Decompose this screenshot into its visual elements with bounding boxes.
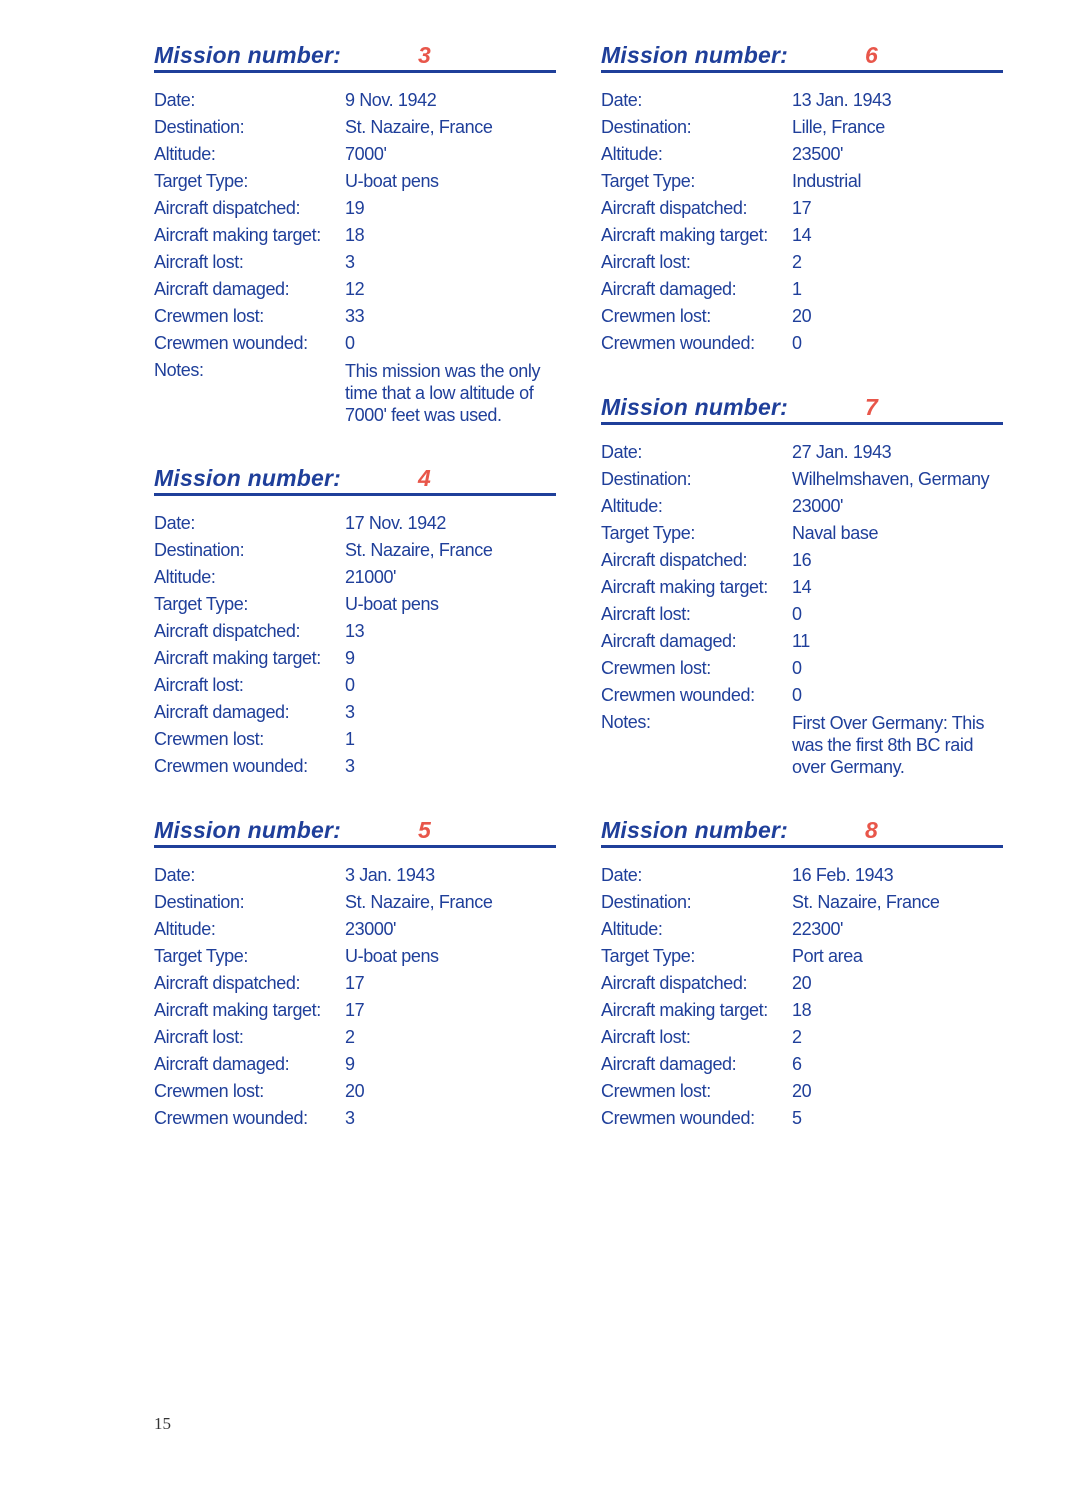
detail-label: Altitude:: [601, 919, 663, 939]
detail-value: 13 Jan. 1943: [792, 90, 892, 110]
detail-label: Aircraft lost:: [601, 252, 691, 272]
detail-label: Target Type:: [154, 946, 248, 966]
detail-label: Aircraft dispatched:: [601, 550, 748, 570]
detail-label: Altitude:: [154, 144, 216, 164]
detail-value: 18: [792, 1000, 812, 1020]
detail-value: St. Nazaire, France: [345, 892, 493, 912]
detail-value: 9 Nov. 1942: [345, 90, 437, 110]
detail-label: Crewmen wounded:: [154, 756, 308, 776]
detail-label: Aircraft lost:: [601, 604, 691, 624]
detail-value: 2: [792, 1027, 802, 1047]
detail-row-aircraft-damaged: [601, 276, 1003, 303]
detail-value: 23500': [792, 144, 844, 164]
detail-value: 16: [792, 550, 812, 570]
detail-row-aircraft-lost: [601, 1024, 1003, 1051]
detail-row-destination: [601, 114, 1003, 141]
mission-header: [601, 815, 1003, 848]
detail-row-date: [154, 510, 556, 537]
detail-value: 3: [345, 756, 355, 776]
detail-row-crewmen-lost: [154, 303, 556, 330]
detail-row-destination: [154, 537, 556, 564]
detail-row-crewmen-wounded: [601, 682, 1003, 709]
detail-label: Aircraft lost:: [154, 252, 244, 272]
detail-row-crewmen-wounded: [154, 1105, 556, 1132]
detail-label: Target Type:: [601, 946, 695, 966]
detail-row-aircraft-damaged: [154, 276, 556, 303]
detail-value: 21000': [345, 567, 397, 587]
detail-label: Date:: [154, 865, 196, 885]
detail-value: 9: [345, 1054, 355, 1074]
detail-label: Aircraft making target:: [154, 225, 321, 245]
detail-row-aircraft-damaged: [601, 1051, 1003, 1078]
mission-details: [601, 439, 1003, 778]
detail-row-aircraft-making-target: [601, 222, 1003, 249]
detail-row-aircraft-dispatched: [601, 547, 1003, 574]
detail-value: 0: [345, 333, 355, 353]
detail-row-aircraft-lost: [154, 249, 556, 276]
mission-block-5: [154, 815, 556, 1132]
detail-value: 17: [345, 1000, 365, 1020]
detail-label: Aircraft damaged:: [601, 279, 737, 299]
detail-label: Aircraft dispatched:: [601, 198, 748, 218]
mission-details: [601, 862, 1003, 1132]
mission-number: 4: [418, 465, 431, 491]
mission-details: [154, 510, 556, 780]
detail-value: U-boat pens: [345, 171, 439, 191]
detail-label: Destination:: [601, 469, 692, 489]
detail-row-aircraft-dispatched: [154, 618, 556, 645]
detail-row-altitude: [154, 564, 556, 591]
detail-label: Aircraft lost:: [154, 675, 244, 695]
detail-value: 27 Jan. 1943: [792, 442, 892, 462]
detail-label: Crewmen wounded:: [601, 333, 755, 353]
detail-row-destination: [601, 466, 1003, 493]
detail-label: Destination:: [154, 117, 245, 137]
detail-value: Industrial: [792, 171, 862, 191]
detail-value: 14: [792, 577, 812, 597]
mission-block-7: [601, 392, 1003, 778]
mission-label: Mission number:: [601, 42, 789, 68]
detail-row-target-type: [601, 168, 1003, 195]
detail-row-destination: [154, 889, 556, 916]
detail-row-crewmen-lost: [601, 303, 1003, 330]
detail-label: Target Type:: [154, 171, 248, 191]
detail-label: Aircraft lost:: [601, 1027, 691, 1047]
mission-label: Mission number:: [601, 817, 789, 843]
detail-label: Crewmen wounded:: [154, 333, 308, 353]
detail-row-altitude: [601, 141, 1003, 168]
detail-row-notes: [601, 709, 1003, 778]
detail-label: Altitude:: [601, 496, 663, 516]
detail-label: Aircraft making target:: [154, 1000, 321, 1020]
detail-label: Date:: [154, 513, 196, 533]
detail-label: Crewmen wounded:: [601, 685, 755, 705]
mission-block-3: [154, 40, 556, 426]
detail-value: 5: [792, 1108, 802, 1128]
mission-block-8: [601, 815, 1003, 1132]
detail-value: 6: [792, 1054, 802, 1074]
mission-header: [601, 392, 1003, 425]
detail-row-crewmen-wounded: [154, 753, 556, 780]
detail-row-crewmen-lost: [601, 655, 1003, 682]
detail-label: Crewmen lost:: [601, 1081, 711, 1101]
detail-value: Naval base: [792, 523, 879, 543]
detail-row-aircraft-damaged: [154, 1051, 556, 1078]
detail-label: Crewmen wounded:: [601, 1108, 755, 1128]
detail-label: Crewmen wounded:: [154, 1108, 308, 1128]
detail-row-target-type: [154, 168, 556, 195]
detail-row-notes: [154, 357, 556, 426]
detail-value: 20: [792, 1081, 812, 1101]
detail-value: 14: [792, 225, 812, 245]
detail-label: Date:: [154, 90, 196, 110]
detail-value: 3: [345, 252, 355, 272]
detail-label: Destination:: [601, 117, 692, 137]
detail-label: Target Type:: [154, 594, 248, 614]
detail-row-crewmen-wounded: [154, 330, 556, 357]
detail-row-crewmen-wounded: [601, 1105, 1003, 1132]
detail-row-date: [154, 862, 556, 889]
detail-row-destination: [154, 114, 556, 141]
detail-value: 17: [792, 198, 812, 218]
detail-row-target-type: [601, 520, 1003, 547]
detail-value: 1: [345, 729, 355, 749]
detail-label: Aircraft damaged:: [154, 702, 290, 722]
detail-label: Aircraft damaged:: [601, 1054, 737, 1074]
mission-label: Mission number:: [154, 42, 342, 68]
detail-label: Notes:: [601, 712, 651, 732]
mission-header: [601, 40, 1003, 73]
detail-label: Aircraft lost:: [154, 1027, 244, 1047]
detail-value: St. Nazaire, France: [345, 540, 493, 560]
detail-label: Target Type:: [601, 171, 695, 191]
detail-label: Aircraft damaged:: [154, 279, 290, 299]
mission-block-6: [601, 40, 1003, 357]
mission-header: [154, 40, 556, 73]
detail-label: Aircraft making target:: [601, 225, 768, 245]
detail-value: 9: [345, 648, 355, 668]
detail-label: Date:: [601, 442, 643, 462]
detail-value: 13: [345, 621, 365, 641]
detail-value: 18: [345, 225, 365, 245]
detail-row-aircraft-dispatched: [601, 970, 1003, 997]
detail-row-aircraft-making-target: [154, 997, 556, 1024]
detail-value: 3: [345, 702, 355, 722]
notes-text: First Over Germany: This was the first 8th BC raid over Germany.: [792, 713, 985, 777]
detail-label: Notes:: [154, 360, 204, 380]
detail-row-target-type: [154, 943, 556, 970]
detail-row-altitude: [601, 493, 1003, 520]
detail-value: 12: [345, 279, 365, 299]
detail-value: 20: [792, 973, 812, 993]
detail-row-aircraft-lost: [601, 249, 1003, 276]
mission-header: [154, 463, 556, 496]
mission-details: [154, 87, 556, 426]
detail-label: Aircraft dispatched:: [601, 973, 748, 993]
detail-value: 2: [345, 1027, 355, 1047]
detail-value: 16 Feb. 1943: [792, 865, 894, 885]
detail-row-destination: [601, 889, 1003, 916]
mission-number: 7: [865, 394, 878, 420]
detail-row-date: [601, 87, 1003, 114]
detail-row-date: [601, 439, 1003, 466]
page-number: 15: [154, 1414, 171, 1433]
detail-row-target-type: [601, 943, 1003, 970]
mission-header: [154, 815, 556, 848]
detail-row-aircraft-damaged: [154, 699, 556, 726]
detail-value: 20: [792, 306, 812, 326]
detail-value: Lille, France: [792, 117, 885, 137]
detail-label: Aircraft making target:: [601, 577, 768, 597]
detail-value: 0: [792, 604, 802, 624]
detail-value: 0: [345, 675, 355, 695]
mission-number: 6: [865, 42, 878, 68]
detail-row-target-type: [154, 591, 556, 618]
detail-value: 33: [345, 306, 365, 326]
detail-row-crewmen-lost: [154, 1078, 556, 1105]
detail-row-date: [154, 87, 556, 114]
detail-value: 7000': [345, 144, 387, 164]
detail-value: 0: [792, 685, 802, 705]
detail-row-aircraft-making-target: [601, 997, 1003, 1024]
detail-label: Destination:: [154, 892, 245, 912]
detail-label: Aircraft dispatched:: [154, 973, 301, 993]
detail-value: 0: [792, 658, 802, 678]
detail-label: Date:: [601, 865, 643, 885]
detail-label: Date:: [601, 90, 643, 110]
detail-label: Aircraft making target:: [154, 648, 321, 668]
notes-text: This mission was the only time that a low altitude of 7000' feet was used.: [345, 361, 541, 425]
detail-row-altitude: [154, 916, 556, 943]
mission-block-4: [154, 463, 556, 780]
detail-value: 20: [345, 1081, 365, 1101]
detail-value: 11: [792, 631, 810, 651]
detail-label: Target Type:: [601, 523, 695, 543]
detail-row-crewmen-lost: [154, 726, 556, 753]
detail-value: St. Nazaire, France: [345, 117, 493, 137]
mission-number: 5: [418, 817, 431, 843]
detail-row-aircraft-making-target: [154, 222, 556, 249]
detail-label: Aircraft dispatched:: [154, 621, 301, 641]
detail-label: Aircraft dispatched:: [154, 198, 301, 218]
detail-value: 19: [345, 198, 365, 218]
detail-value: Port area: [792, 946, 863, 966]
detail-value: 22300': [792, 919, 844, 939]
mission-label: Mission number:: [154, 817, 342, 843]
detail-value: 3 Jan. 1943: [345, 865, 435, 885]
mission-details: [154, 862, 556, 1132]
detail-row-aircraft-damaged: [601, 628, 1003, 655]
detail-value: U-boat pens: [345, 946, 439, 966]
detail-row-aircraft-making-target: [154, 645, 556, 672]
detail-value: 3: [345, 1108, 355, 1128]
detail-row-altitude: [601, 916, 1003, 943]
detail-row-aircraft-lost: [154, 672, 556, 699]
detail-value: 23000': [345, 919, 397, 939]
detail-row-aircraft-making-target: [601, 574, 1003, 601]
detail-row-date: [601, 862, 1003, 889]
detail-value: 0: [792, 333, 802, 353]
detail-row-aircraft-dispatched: [601, 195, 1003, 222]
detail-label: Altitude:: [154, 567, 216, 587]
detail-value: 17: [345, 973, 365, 993]
detail-row-aircraft-lost: [154, 1024, 556, 1051]
detail-label: Aircraft damaged:: [154, 1054, 290, 1074]
detail-label: Crewmen lost:: [601, 306, 711, 326]
mission-number: 3: [418, 42, 431, 68]
detail-label: Crewmen lost:: [601, 658, 711, 678]
detail-label: Altitude:: [154, 919, 216, 939]
mission-details: [601, 87, 1003, 357]
detail-value: 1: [792, 279, 802, 299]
mission-label: Mission number:: [601, 394, 789, 420]
detail-label: Crewmen lost:: [154, 1081, 264, 1101]
mission-number: 8: [865, 817, 878, 843]
detail-value: 17 Nov. 1942: [345, 513, 446, 533]
detail-row-aircraft-dispatched: [154, 970, 556, 997]
detail-label: Aircraft damaged:: [601, 631, 737, 651]
detail-row-aircraft-dispatched: [154, 195, 556, 222]
detail-value: 23000': [792, 496, 844, 516]
detail-label: Crewmen lost:: [154, 306, 264, 326]
detail-value: U-boat pens: [345, 594, 439, 614]
detail-row-crewmen-wounded: [601, 330, 1003, 357]
detail-value: Wilhelmshaven, Germany: [792, 469, 990, 489]
detail-label: Altitude:: [601, 144, 663, 164]
detail-value: St. Nazaire, France: [792, 892, 940, 912]
detail-row-crewmen-lost: [601, 1078, 1003, 1105]
mission-label: Mission number:: [154, 465, 342, 491]
detail-row-altitude: [154, 141, 556, 168]
detail-label: Destination:: [601, 892, 692, 912]
detail-row-aircraft-lost: [601, 601, 1003, 628]
detail-label: Destination:: [154, 540, 245, 560]
detail-label: Aircraft making target:: [601, 1000, 768, 1020]
detail-label: Crewmen lost:: [154, 729, 264, 749]
detail-value: 2: [792, 252, 802, 272]
